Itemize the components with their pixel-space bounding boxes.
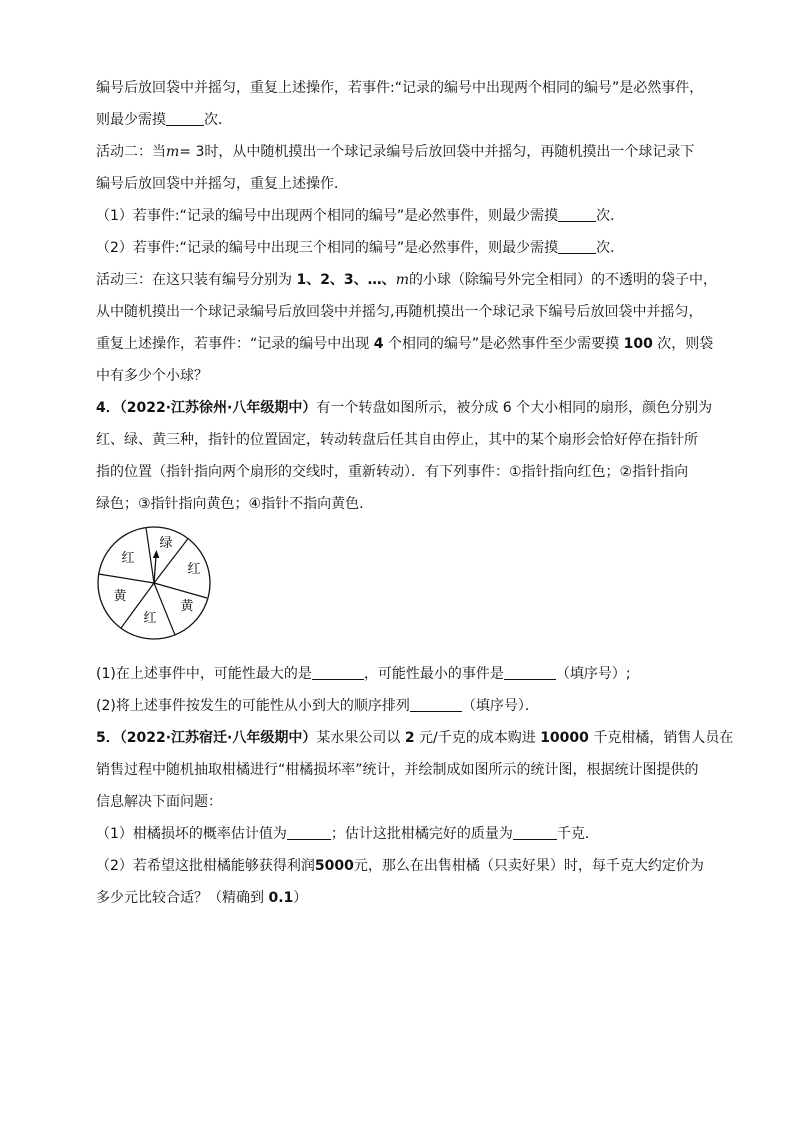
text: = 3时，从中随机摸出一个球记录编号后放回袋中并摇匀，再随机摸出一个球记录下 xyxy=(179,144,695,160)
question-number: 4． xyxy=(96,400,120,416)
text-line xyxy=(96,270,717,290)
text: ；估计这批柑橘完好的质量为 xyxy=(330,826,513,842)
text: 销售过程中随机抽取柑橘进行“柑橘损坏率”统计，并绘制成如图所示的统计图，根据统计图提供的 xyxy=(96,762,699,778)
text-line xyxy=(96,366,706,386)
text: 1、2、3、…、 xyxy=(296,272,396,288)
text-line xyxy=(96,238,706,258)
text: 千克． xyxy=(556,826,599,842)
text: 的小球（除编号外完全相同）的不透明的袋子中， xyxy=(408,272,717,288)
text: （填序号）． xyxy=(461,698,539,714)
text: （1）若事件:“记录的编号中出现两个相同的编号”是必然事件，则最少需摸 xyxy=(96,208,559,224)
text: 个相同的编号”是必然事件至少需要摸 xyxy=(383,336,624,352)
text: 编号后放回袋中并摇匀，重复上述操作． xyxy=(96,176,348,192)
text-line xyxy=(96,664,706,684)
text: (1)在上述事件中，可能性最大的是 xyxy=(96,666,312,682)
variable-m: m xyxy=(166,144,180,160)
text: 绿色；③指针指向黄色；④指针不指向黄色． xyxy=(96,496,374,512)
answer-blank[interactable] xyxy=(558,239,596,254)
text: 某水果公司以 xyxy=(316,730,405,746)
text-line xyxy=(96,174,706,194)
answer-blank[interactable] xyxy=(504,665,556,680)
answer-blank[interactable] xyxy=(558,207,596,222)
text: 4 xyxy=(373,336,384,352)
text-line xyxy=(96,760,706,780)
text: 0.1 xyxy=(268,890,294,906)
sector-label-red: 红 xyxy=(143,611,157,626)
text: 次． xyxy=(204,112,232,128)
question-source: （2022·江苏徐州·八年级期中） xyxy=(119,400,317,416)
answer-blank[interactable] xyxy=(312,665,364,680)
document-page xyxy=(96,78,734,908)
text: 重复上述操作，若事件：“记录的编号中出现 xyxy=(96,336,374,352)
text: 从中随机摸出一个球记录编号后放回袋中并摇匀,再随机摸出一个球记录下编号后放回袋中并摇匀， xyxy=(96,304,703,320)
text: 信息解决下面问题： xyxy=(96,794,222,810)
text-line xyxy=(96,696,706,716)
text: （1）柑橘损坏的概率估计值为 xyxy=(96,826,287,842)
sector-label-yellow: 黄 xyxy=(180,599,194,614)
text: 编号后放回袋中并摇匀，重复上述操作，若事件:“记录的编号中出现两个相同的编号”是必然事件， xyxy=(96,80,704,96)
text-line xyxy=(96,142,706,162)
text-line xyxy=(96,78,706,98)
question-number: 5． xyxy=(96,730,120,746)
sector-label-yellow: 黄 xyxy=(113,589,127,604)
text-line xyxy=(96,462,706,482)
sector-label-red: 红 xyxy=(187,562,201,577)
answer-blank[interactable] xyxy=(287,825,331,840)
text: 多少元比较合适？（精确到 xyxy=(96,890,269,906)
spinner-figure xyxy=(96,525,212,641)
text: 元/千克的成本购进 xyxy=(414,730,541,746)
sector-label-red: 红 xyxy=(121,551,135,566)
text: (2)将上述事件按发生的可能性从小到大的顺序排列 xyxy=(96,698,410,714)
text-line xyxy=(96,430,706,450)
text: 中有多少个小球？ xyxy=(96,368,208,384)
text-line xyxy=(96,792,706,812)
text-line xyxy=(96,206,706,226)
text-line xyxy=(96,824,706,844)
text: （2）若希望这批柑橘能够获得利润 xyxy=(96,858,315,874)
text-line xyxy=(96,888,706,908)
text: 元，那么在出售柑橘（只卖好果）时，每千克大约定价为 xyxy=(353,858,704,874)
variable-m: m xyxy=(395,272,409,288)
text: 则最少需摸 xyxy=(96,112,166,128)
answer-blank[interactable] xyxy=(166,111,204,126)
text-line xyxy=(96,110,706,130)
text: 次，则袋 xyxy=(652,336,714,352)
sector-label-green: 绿 xyxy=(159,536,173,551)
text: 100 xyxy=(623,336,653,352)
text: （填序号）; xyxy=(555,666,631,682)
answer-blank[interactable] xyxy=(513,825,557,840)
text: 10000 xyxy=(540,730,589,746)
text: 活动二：当 xyxy=(96,144,166,160)
text: 千克柑橘，销售人员在 xyxy=(588,730,734,746)
text: ，可能性最小的事件是 xyxy=(363,666,504,682)
text: （2）若事件:“记录的编号中出现三个相同的编号”是必然事件，则最少需摸 xyxy=(96,240,559,256)
text-line xyxy=(96,302,706,322)
answer-blank[interactable] xyxy=(410,697,462,712)
text: 指的位置（指针指向两个扇形的交线时，重新转动）．有下列事件：①指针指向红色；②指针指向 xyxy=(96,464,689,480)
text: 有一个转盘如图所示，被分成 6 个大小相同的扇形，颜色分别为 xyxy=(316,400,713,416)
spinner-svg xyxy=(96,525,212,641)
text: ） xyxy=(293,890,308,906)
question-5-heading xyxy=(96,728,734,748)
text: 2 xyxy=(404,730,415,746)
text: 红、绿、黄三种，指针的位置固定，转动转盘后任其自由停止，其中的某个扇形会恰好停在指针所 xyxy=(96,432,698,448)
text-line xyxy=(96,334,714,354)
question-4-heading xyxy=(96,398,713,418)
text-line xyxy=(96,856,706,876)
question-source: （2022·江苏宿迁·八年级期中） xyxy=(119,730,317,746)
text: 次． xyxy=(596,208,625,224)
text: 活动三：在这只装有编号分别为 xyxy=(96,272,297,288)
text-line xyxy=(96,494,706,514)
text: 次． xyxy=(596,240,625,256)
text: 5000 xyxy=(314,858,354,874)
